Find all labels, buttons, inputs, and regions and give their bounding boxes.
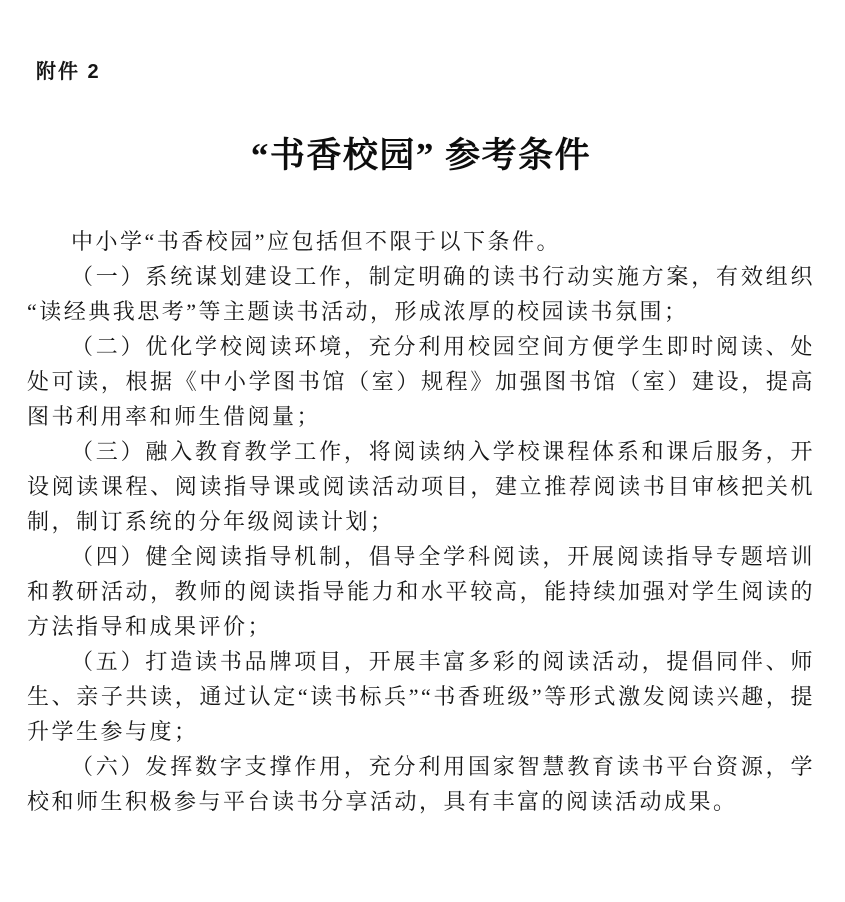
attachment-label: 附件 2 — [36, 61, 101, 83]
document-title: “书香校园” 参考条件 — [250, 136, 592, 175]
condition-paragraph-2: （二）优化学校阅读环境，充分利用校园空间方便学生即时阅读、处处可读，根据《中小学图书馆（室）规程》加强图书馆（室）建设，提高图书利用率和师生借阅量； — [27, 334, 815, 429]
condition-paragraph-3: （三）融入教育教学工作，将阅读纳入学校课程体系和课后服务，开设阅读课程、阅读指导课或阅读活动项目，建立推荐阅读书目审核把关机制，制订系统的分年级阅读计划； — [27, 439, 815, 534]
intro-paragraph: 中小学“书香校园”应包括但不限于以下条件。 — [71, 229, 562, 254]
condition-paragraph-6: （六）发挥数字支撑作用，充分利用国家智慧教育读书平台资源，学校和师生积极参与平台读书分享活动，具有丰富的阅读活动成果。 — [27, 754, 815, 814]
condition-paragraph-5: （五）打造读书品牌项目，开展丰富多彩的阅读活动，提倡同伴、师生、亲子共读，通过认定“读书标兵”“书香班级”等形式激发阅读兴趣，提升学生参与度； — [27, 649, 815, 744]
condition-paragraph-4: （四）健全阅读指导机制，倡导全学科阅读，开展阅读指导专题培训和教研活动，教师的阅读指导能力和水平较高，能持续加强对学生阅读的方法指导和成果评价； — [27, 544, 815, 639]
document-body — [27, 224, 815, 819]
condition-paragraph-1: （一）系统谋划建设工作，制定明确的读书行动实施方案，有效组织“读经典我思考”等主题读书活动，形成浓厚的校园读书氛围； — [27, 264, 815, 324]
